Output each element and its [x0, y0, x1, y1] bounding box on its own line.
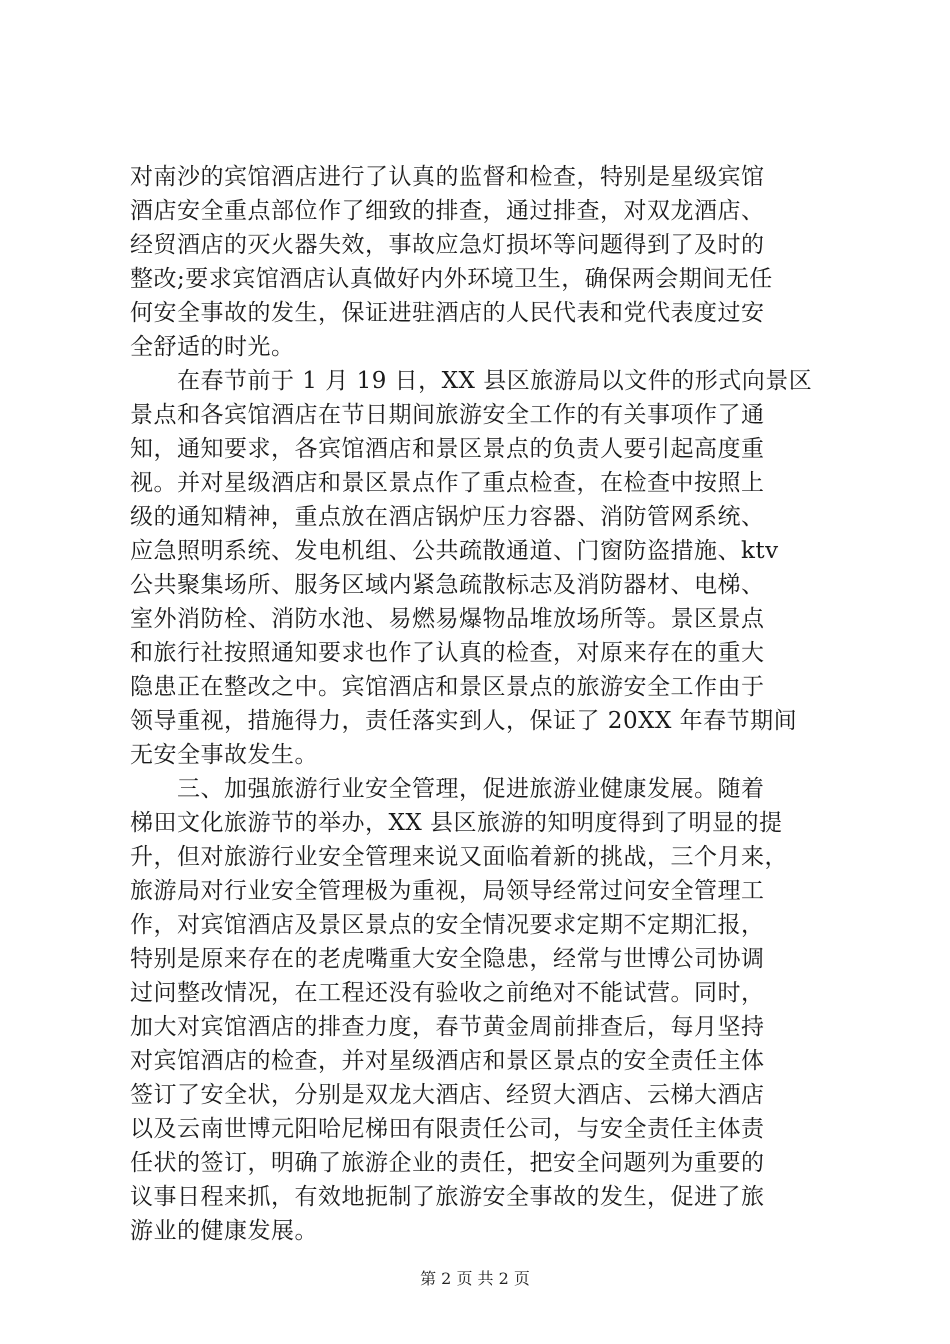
- text-line: 领导重视，措施得力，责任落实到人，保证了 20XX 年春节期间: [130, 708, 798, 734]
- text-line: 酒店安全重点部位作了细致的排查，通过排查，对双龙酒店、: [130, 198, 765, 224]
- text-line: 升，但对旅游行业安全管理来说又面临着新的挑战，三个月来，: [130, 844, 788, 870]
- text-line: 级的通知精神，重点放在酒店锅炉压力容器、消防管网系统、: [130, 504, 765, 530]
- text-line: 景点和各宾馆酒店在节日期间旅游安全工作的有关事项作了通: [130, 402, 765, 428]
- text-line: 隐患正在整改之中。宾馆酒店和景区景点的旅游安全工作由于: [130, 674, 765, 700]
- text-line: 全舒适的时光。: [130, 334, 295, 360]
- text-line: 特别是原来存在的老虎嘴重大安全隐患，经常与世博公司协调: [130, 946, 765, 972]
- text-line: 在春节前于 1 月 19 日，XX 县区旅游局以文件的形式向景区: [130, 368, 813, 394]
- text-line: 室外消防栓、消防水池、易燃易爆物品堆放场所等。景区景点: [130, 606, 765, 632]
- text-line: 整改;要求宾馆酒店认真做好内外环境卫生，确保两会期间无任: [130, 266, 773, 292]
- text-line: 作，对宾馆酒店及景区景点的安全情况要求定期不定期汇报，: [130, 912, 765, 938]
- text-line: 视。并对星级酒店和景区景点作了重点检查，在检查中按照上: [130, 470, 765, 496]
- text-line: 议事日程来抓，有效地扼制了旅游安全事故的发生，促进了旅: [130, 1184, 765, 1210]
- text-line: 签订了安全状，分别是双龙大酒店、经贸大酒店、云梯大酒店: [130, 1082, 765, 1108]
- text-line: 经贸酒店的灭火器失效，事故应急灯损坏等问题得到了及时的: [130, 232, 765, 258]
- text-line: 知，通知要求，各宾馆酒店和景区景点的负责人要引起高度重: [130, 436, 765, 462]
- text-line: 对宾馆酒店的检查，并对星级酒店和景区景点的安全责任主体: [130, 1048, 765, 1074]
- text-line: 任状的签订，明确了旅游企业的责任，把安全问题列为重要的: [130, 1150, 765, 1176]
- document-body: [130, 160, 830, 1248]
- text-line: 何安全事故的发生，保证进驻酒店的人民代表和党代表度过安: [130, 300, 765, 326]
- text-line: 游业的健康发展。: [130, 1218, 318, 1244]
- text-line: 公共聚集场所、服务区域内紧急疏散标志及消防器材、电梯、: [130, 572, 765, 598]
- text-line: 过问整改情况，在工程还没有验收之前绝对不能试营。同时，: [130, 980, 765, 1006]
- text-line: 和旅行社按照通知要求也作了认真的检查，对原来存在的重大: [130, 640, 765, 666]
- text-line: 加大对宾馆酒店的排查力度，春节黄金周前排查后，每月坚持: [130, 1014, 765, 1040]
- text-line: 以及云南世博元阳哈尼梯田有限责任公司，与安全责任主体责: [130, 1116, 765, 1142]
- text-line: 应急照明系统、发电机组、公共疏散通道、门窗防盗措施、ktv: [130, 538, 779, 564]
- text-line: 三、加强旅游行业安全管理，促进旅游业健康发展。随着: [130, 776, 765, 802]
- text-line: 对南沙的宾馆酒店进行了认真的监督和检查，特别是星级宾馆: [130, 164, 765, 190]
- text-line: 无安全事故发生。: [130, 742, 318, 768]
- page-number-footer: 第 2 页 共 2 页: [420, 1269, 530, 1288]
- text-line: 旅游局对行业安全管理极为重视，局领导经常过问安全管理工: [130, 878, 765, 904]
- text-line: 梯田文化旅游节的举办，XX 县区旅游的知明度得到了明显的提: [130, 810, 783, 836]
